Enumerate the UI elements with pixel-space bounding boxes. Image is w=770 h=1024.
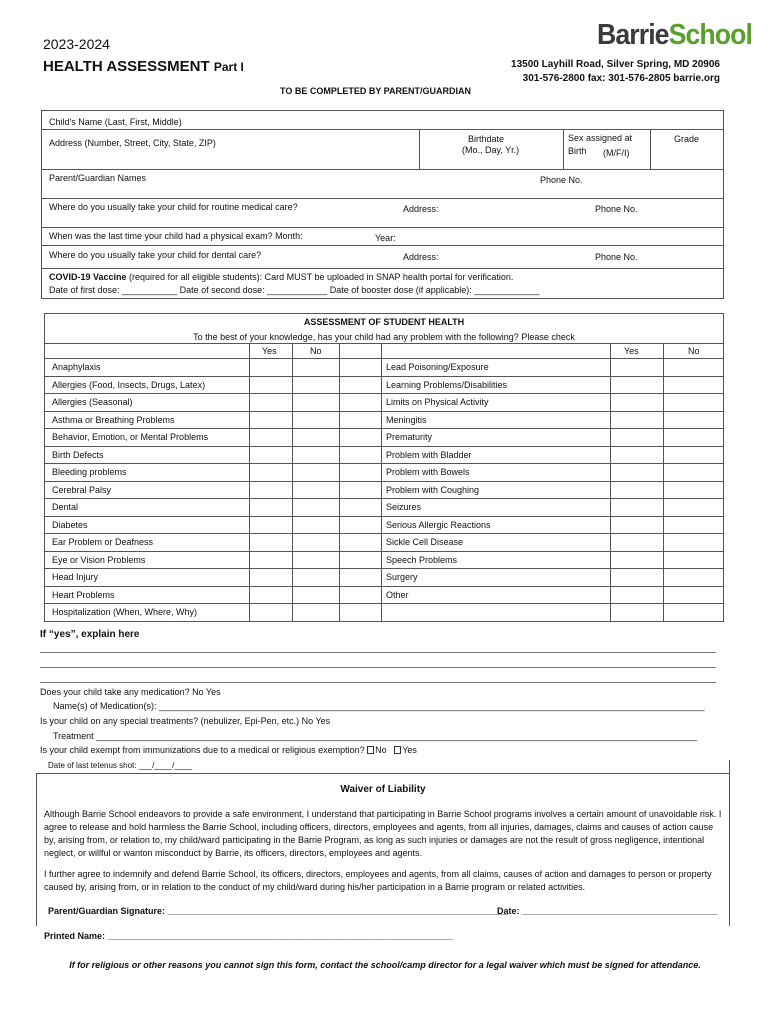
condition-right-8: Seizures [386,502,422,512]
check-cell-left-yes-7[interactable] [250,481,292,498]
condition-right-0: Lead Poisoning/Exposure [386,362,489,372]
check-cell-right-no-5[interactable] [664,446,724,463]
waiver-paragraph-2: I further agree to indemnify and defend Barrie School, its officers, directors, employees and agents, from all claims, causes of action and damages to person or property caused by, arising from, or in relation to the conduct of my child/ward during his/her participation in a Barrie program or related activities. [44,869,712,892]
check-cell-right-yes-12[interactable] [611,568,663,585]
check-cell-left-yes-11[interactable] [250,551,292,568]
logo-barrie: Barrie [597,19,669,51]
school-address: 13500 Layhill Road, Silver Spring, MD 20906 [511,59,720,70]
condition-left-9: Diabetes [52,520,88,530]
signature-line[interactable]: Parent/Guardian Signature: ____________________________________________________________________ [48,906,508,916]
condition-left-13: Heart Problems [52,590,115,600]
check-cell-left-yes-12[interactable] [250,568,292,585]
check-cell-right-yes-0[interactable] [611,358,663,375]
check-cell-left-no-4[interactable] [293,428,339,445]
assessment-title: ASSESSMENT OF STUDENT HEALTH [303,317,465,327]
immunization-no-label: No [375,745,387,755]
covid-dates: Date of first dose: ___________ Date of second dose: ____________ Date of booster dose (if applicable): _____________ [49,285,540,295]
condition-right-12: Surgery [386,572,418,582]
school-contact: 301-576-2800 fax: 301-576-2805 barrie.org [522,73,720,84]
condition-left-8: Dental [52,502,79,512]
parent-phone-label: Phone No. [540,175,583,185]
check-cell-left-yes-3[interactable] [250,411,292,428]
check-cell-left-yes-10[interactable] [250,533,292,550]
printed-name-line[interactable]: Printed Name: _____________________________________________________________________ [44,931,453,941]
sex-label: Sex assigned at [568,133,633,143]
no-header-left: No [310,346,322,356]
parent-names-label: Parent/Guardian Names [49,173,147,183]
check-cell-right-yes-6[interactable] [611,463,663,480]
medication-question: Does your child take any medication? No Yes [40,687,221,697]
instruction: TO BE COMPLETED BY PARENT/GUARDIAN [280,86,472,96]
condition-left-3: Asthma or Breathing Problems [52,415,175,425]
medication-names: Name(s) of Medication(s): _____________________________________________________________________________________________________________ [53,701,705,711]
immunization-yes-checkbox[interactable] [394,746,401,754]
condition-right-13: Other [386,590,409,600]
check-cell-left-yes-1[interactable] [250,376,292,393]
check-cell-left-no-2[interactable] [293,393,339,410]
check-cell-left-no-7[interactable] [293,481,339,498]
condition-right-5: Problem with Bladder [386,450,472,460]
immunization-text: Is your child exempt from immunizations due to a medical or religious exemption? [40,745,365,755]
physical-exam-year-label: Year: [375,233,396,243]
explain-label: If “yes”, explain here [40,629,140,640]
check-cell-left-no-14[interactable] [293,603,339,620]
condition-left-10: Ear Problem or Deafness [52,537,154,547]
condition-left-6: Bleeding problems [52,467,127,477]
condition-right-10: Sickle Cell Disease [386,537,464,547]
condition-left-14: Hospitalization (When, Where, Why) [52,607,198,617]
check-cell-right-no-3[interactable] [664,411,724,428]
sex-options: (M/F/I) [603,148,630,158]
check-cell-left-yes-14[interactable] [250,603,292,620]
condition-right-7: Problem with Coughing [386,485,480,495]
check-cell-left-yes-13[interactable] [250,586,292,603]
footer-note: If for religious or other reasons you cannot sign this form, contact the school/camp director for a legal waiver which must be signed for attendance. [69,960,701,970]
tetanus-date: Date of last tetenus shot: ___/____/____ [48,761,193,770]
barrie-school-logo [597,18,752,52]
check-cell-left-no-6[interactable] [293,463,339,480]
check-cell-right-no-0[interactable] [664,358,724,375]
check-cell-right-no-14[interactable] [664,603,724,620]
condition-left-0: Anaphylaxis [52,362,101,372]
check-cell-right-no-11[interactable] [664,551,724,568]
treatments-question: Is your child on any special treatments? (nebulizer, Epi-Pen, etc.) No Yes [40,716,331,726]
check-cell-right-no-10[interactable] [664,533,724,550]
check-cell-right-yes-13[interactable] [611,586,663,603]
check-cell-left-no-11[interactable] [293,551,339,568]
check-cell-right-yes-14[interactable] [611,603,663,620]
check-cell-right-yes-9[interactable] [611,516,663,533]
waiver-paragraph-1: Although Barrie School endeavors to provide a safe environment, I understand that participating in Barrie School programs involves a certain amount of unavoidable risk. I agree to release and hold harmless the Barrie School, including officers, directors, employees and agents, from all injuries, damages, claims and causes of action cause by, arising from, or relation to, my child/ward participating in the Barrie Program, as long as such injuries or damages are not the result of gross negligence, intentional neglect, or willful or wanton misconduct by Barrie, its officers, directors, employees and agents. [44,809,722,858]
check-cell-left-no-13[interactable] [293,586,339,603]
condition-left-7: Cerebral Palsy [52,485,112,495]
condition-right-11: Speech Problems [386,555,458,565]
treatment-line: Treatment ________________________________________________________________________________________________________________________ [53,731,697,741]
dental-care-label: Where do you usually take your child for dental care? [49,250,262,260]
yes-header-left: Yes [262,346,277,356]
condition-left-12: Head Injury [52,572,99,582]
condition-right-9: Serious Allergic Reactions [386,520,491,530]
logo-school: School [668,19,753,51]
check-cell-left-yes-5[interactable] [250,446,292,463]
date-line[interactable]: Date: _______________________________________ [497,906,718,916]
check-cell-left-no-9[interactable] [293,516,339,533]
birthdate-format: (Mo., Day, Yr.) [462,145,520,155]
check-cell-right-no-8[interactable] [664,498,724,515]
check-cell-right-yes-2[interactable] [611,393,663,410]
medical-phone-label: Phone No. [595,204,638,214]
immunization-yes-label: Yes [402,745,417,755]
sex-label-birth: Birth [568,146,587,156]
condition-left-11: Eye or Vision Problems [52,555,146,565]
check-cell-left-no-1[interactable] [293,376,339,393]
condition-right-2: Limits on Physical Activity [386,397,489,407]
condition-left-1: Allergies (Food, Insects, Drugs, Latex) [52,380,206,390]
check-cell-right-no-13[interactable] [664,586,724,603]
check-cell-right-yes-5[interactable] [611,446,663,463]
yes-header-right: Yes [624,346,639,356]
condition-left-2: Allergies (Seasonal) [52,397,133,407]
condition-right-3: Meningitis [386,415,427,425]
check-cell-left-no-12[interactable] [293,568,339,585]
form-title [43,58,244,76]
physical-exam-label: When was the last time your child had a physical exam? Month: [49,231,303,241]
address-label: Address (Number, Street, City, State, ZIP) [49,138,216,148]
waiver-title: Waiver of Liability [340,784,426,795]
condition-right-4: Prematurity [386,432,433,442]
check-cell-right-no-2[interactable] [664,393,724,410]
check-cell-left-yes-8[interactable] [250,498,292,515]
no-header-right: No [688,346,700,356]
check-cell-left-yes-2[interactable] [250,393,292,410]
birthdate-label: Birthdate [468,134,505,144]
medical-care-label: Where do you usually take your child for routine medical care? [49,202,298,212]
check-cell-right-yes-1[interactable] [611,376,663,393]
check-cell-right-no-9[interactable] [664,516,724,533]
medical-address-label: Address: [403,204,439,214]
form-title-part: Part I [213,60,244,74]
assessment-subtitle: To the best of your knowledge, has your child had any problem with the following? Please check [193,332,575,342]
grade-label: Grade [674,134,700,144]
check-cell-left-yes-6[interactable] [250,463,292,480]
covid-vaccine-title: COVID-19 Vaccine [49,272,127,282]
immunization-no-checkbox[interactable] [367,746,374,754]
check-cell-right-yes-3[interactable] [611,411,663,428]
check-cell-left-yes-4[interactable] [250,428,292,445]
check-cell-left-no-10[interactable] [293,533,339,550]
check-cell-right-yes-11[interactable] [611,551,663,568]
condition-right-1: Learning Problems/Disabilities [386,380,508,390]
check-cell-left-yes-9[interactable] [250,516,292,533]
check-cell-right-no-12[interactable] [664,568,724,585]
covid-vaccine-label [49,272,513,283]
check-cell-left-yes-0[interactable] [250,358,292,375]
school-year: 2023-2024 [43,36,110,52]
condition-right-6: Problem with Bowels [386,467,470,477]
covid-vaccine-note: (required for all eligible students): Card MUST be uploaded in SNAP health portal for verification. [126,272,514,282]
check-cell-left-no-3[interactable] [293,411,339,428]
check-cell-left-no-0[interactable] [293,358,339,375]
check-cell-right-no-4[interactable] [664,428,724,445]
check-cell-right-yes-8[interactable] [611,498,663,515]
condition-left-4: Behavior, Emotion, or Mental Problems [52,432,209,442]
check-cell-left-no-5[interactable] [293,446,339,463]
dental-phone-label: Phone No. [595,252,638,262]
check-cell-left-no-8[interactable] [293,498,339,515]
form-title-main: HEALTH ASSESSMENT [43,58,210,75]
immunization-question [40,745,417,756]
check-cell-right-yes-7[interactable] [611,481,663,498]
dental-address-label: Address: [403,252,439,262]
check-cell-right-no-7[interactable] [664,481,724,498]
check-cell-right-yes-4[interactable] [611,428,663,445]
check-cell-right-no-1[interactable] [664,376,724,393]
condition-left-5: Birth Defects [52,450,104,460]
child-name-label: Child's Name (Last, First, Middle) [49,117,182,127]
check-cell-right-yes-10[interactable] [611,533,663,550]
check-cell-right-no-6[interactable] [664,463,724,480]
